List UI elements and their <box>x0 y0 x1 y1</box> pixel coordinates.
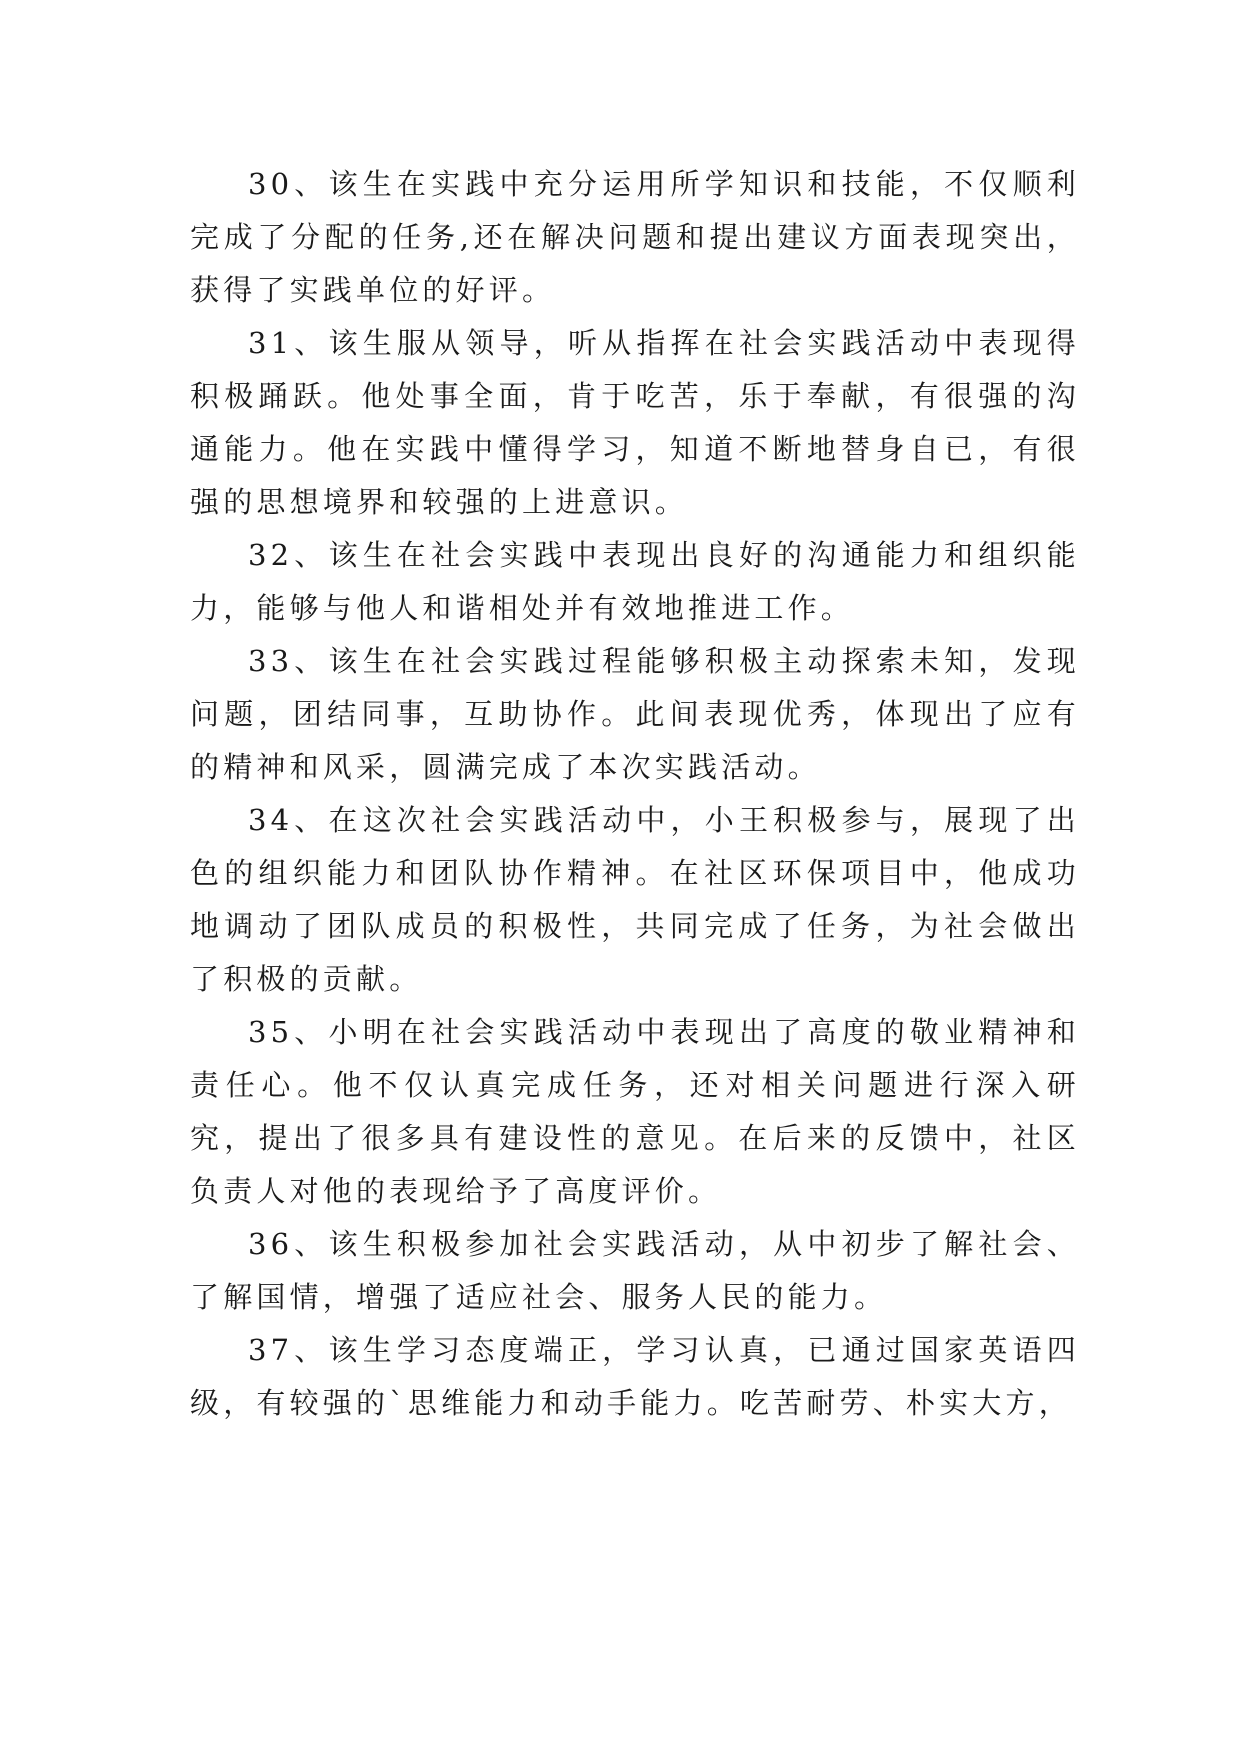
paragraph-34: 34、在这次社会实践活动中，小王积极参与，展现了出色的组织能力和团队协作精神。在社区环保项目中，他成功地调动了团队成员的积极性，共同完成了任务，为社会做出了积极的贡献。 <box>190 803 1080 996</box>
document-body <box>190 158 1080 1430</box>
paragraph-37: 37、该生学习态度端正，学习认真，已通过国家英语四级，有较强的`思维能力和动手能力。吃苦耐劳、朴实大方， <box>190 1333 1080 1420</box>
paragraph-36: 36、该生积极参加社会实践活动，从中初步了解社会、了解国情，增强了适应社会、服务人民的能力。 <box>190 1227 1080 1314</box>
paragraph-31: 31、该生服从领导，听从指挥在社会实践活动中表现得积极踊跃。他处事全面，肯于吃苦，乐于奉献，有很强的沟通能力。他在实践中懂得学习，知道不断地替身自已，有很强的思想境界和较强的上进意识。 <box>190 326 1080 519</box>
paragraph-30: 30、该生在实践中充分运用所学知识和技能，不仅顺利完成了分配的任务,还在解决问题和提出建议方面表现突出，获得了实践单位的好评。 <box>190 167 1080 307</box>
paragraph-32: 32、该生在社会实践中表现出良好的沟通能力和组织能力，能够与他人和谐相处并有效地推进工作。 <box>190 538 1080 625</box>
paragraph-33: 33、该生在社会实践过程能够积极主动探索未知，发现问题，团结同事，互助协作。此间表现优秀，体现出了应有的精神和风采，圆满完成了本次实践活动。 <box>190 644 1080 784</box>
paragraph-35: 35、小明在社会实践活动中表现出了高度的敬业精神和责任心。他不仅认真完成任务，还对相关问题进行深入研究，提出了很多具有建设性的意见。在后来的反馈中，社区负责人对他的表现给予了高度评价。 <box>190 1015 1080 1208</box>
